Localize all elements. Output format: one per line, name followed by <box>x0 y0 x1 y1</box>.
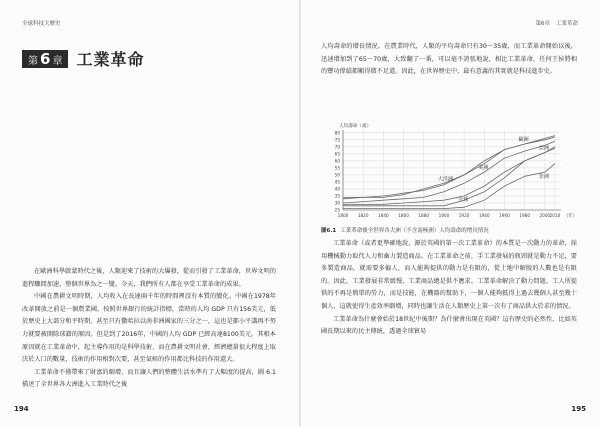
y-tick-label: 60 <box>334 158 340 164</box>
chart-svg <box>321 120 581 224</box>
running-head-right <box>535 19 578 27</box>
chapter-number: 6 <box>40 49 51 68</box>
series-label: 亞洲 <box>538 145 549 152</box>
x-tick-label: 1820 <box>357 213 369 218</box>
x-tick-label: 1920 <box>458 213 470 218</box>
y-tick-label: 65 <box>334 151 340 157</box>
series-label: 非洲 <box>538 174 549 181</box>
running-head-left: 全球科技大歷史 <box>22 21 61 27</box>
page-number-right: 195 <box>571 405 586 413</box>
y-tick-label: 25 <box>334 207 340 213</box>
paragraph: 中國在農耕文明時期，人均收入在長達兩千年的時間裡沒有本質的變化。中國在1978年改革開放之前是一個農業國，按照世界銀行的統計指標，當時的人均 GDP 只有156美元，低於歷史上大部分和平時期，甚至只有撒哈拉以南非洲國家的三分之一，這也是鄧小平講再不努力就要被開除球籍的原因。但是到了2016年，中國的人均 GDP 已經高達8100美元。其根本原因就在工業革命中，起主導作用的是科學技術，而在農耕文明社會，經濟總量很大程度上取決於人口的數量，技術的作用相對次要，甚至氣候的作用都比科技的作用還大。 <box>22 293 276 364</box>
paragraph: 工業革命不僅帶來了財富的劇增，而且讓人們的整體生活水準有了大幅度的提高，圖 6.1 描述了全世界各大洲進入工業時代之後 <box>22 368 276 389</box>
y-tick-label: 55 <box>334 165 340 171</box>
right-page <box>301 0 600 427</box>
x-axis-label: （年） <box>564 214 578 219</box>
y-tick-label: 50 <box>334 172 340 178</box>
page-number-left: 194 <box>14 405 29 413</box>
series-label: 美洲 <box>478 165 489 172</box>
series-label: 歐洲 <box>518 137 529 144</box>
series-label: 大洋洲 <box>437 176 453 183</box>
chapter-suffix: 章 <box>52 55 63 67</box>
x-tick-label: 1880 <box>418 213 430 218</box>
paragraph: 在歐洲科學啟蒙時代之後，人類迎來了技術的大爆發，從而引發了工業革命，世界文明的進程驟間加速，整個世界為之一變。今天，我們所有人都在享受工業革命的成果。 <box>22 268 276 288</box>
series-line <box>343 141 555 203</box>
figure-caption <box>321 226 489 234</box>
right-body-text-top <box>321 41 577 79</box>
y-axis-label: 人均壽命（歲） <box>339 124 372 129</box>
chapter-number-label <box>22 50 68 68</box>
x-tick-label: 2000 <box>539 213 551 218</box>
y-tick-label: 35 <box>334 193 340 199</box>
x-tick-label: 1980 <box>519 213 531 218</box>
y-tick-label: 80 <box>334 130 340 136</box>
figure-caption-label: 圖6.1 <box>321 228 337 234</box>
series-label: 全球 <box>458 196 469 203</box>
x-tick-label: 1800 <box>337 213 349 218</box>
x-tick-label: 1940 <box>478 213 490 218</box>
paragraph: 人均壽命的增長情況。在農業時代，人類的平均壽命只有30～35歲，而工業革命開始以後，迅速增加到了65～70歲，大致翻了一番，可以毫不誇張地說，相比工業革命，任何王侯將相的豐功偉績都顯得微不足道。因此，在世界歷史中，最有意義的其實就是科技進步史。 <box>321 43 577 76</box>
left-page <box>0 0 299 427</box>
chapter-prefix: 第 <box>28 55 38 67</box>
chapter-title: 工業革命 <box>76 50 145 69</box>
y-tick-label: 45 <box>334 179 340 185</box>
running-head-title: 工業革命 <box>555 21 578 27</box>
series-line <box>343 136 555 198</box>
paragraph: 工業革命（或者更準確地說，源於英國的第一次工業革命）的本質是一次動力的革命，採用機械動力取代人力和畜力製造商品。在工業革命之前，手工業發展的瓶頸就是動力不足，要多製造商品，就需要多僱人，而人能夠提供的動力是有限的，從土地中解脫的人數也是有限的。因此，工業發展非常緩慢，工業商品總是供不應求。工業革命解決了動力問題，工人所提供的不再是簡單的勞力，而是技能，在機器的幫助下，一個人能夠抵得上過去幾個人甚至幾十個人，這就使得生產效率劇增，同時也讓生活在人類歷史上第一次有了商品供大於求的情況。 <box>321 240 577 310</box>
y-tick-label: 70 <box>334 144 340 150</box>
x-tick-label: 2010 <box>549 213 561 218</box>
x-tick-label: 1960 <box>499 213 510 218</box>
series-line <box>343 164 555 209</box>
x-tick-label: 1840 <box>378 213 389 218</box>
x-tick-label: 1900 <box>438 213 450 218</box>
x-tick-label: 1860 <box>398 213 409 218</box>
y-tick-label: 75 <box>334 137 340 143</box>
y-tick-label: 30 <box>334 200 340 206</box>
paragraph: 工業革命為什麼會始於18世紀中後期？為什麼會出現在英國？這有歷史的必然性，比如英國長期以來的民主傳統，透過全球貿易 <box>321 315 577 336</box>
left-body-text <box>22 266 276 392</box>
y-tick-label: 40 <box>334 186 340 192</box>
running-head-chapter: 第6章 <box>535 21 550 27</box>
life-expectancy-chart <box>321 120 581 230</box>
figure-caption-text: 工業革命後全世界各大洲（不含南極洲）人均壽命的增長情況 <box>340 228 489 234</box>
right-body-text-bottom <box>321 238 577 339</box>
chapter-heading <box>22 47 144 70</box>
